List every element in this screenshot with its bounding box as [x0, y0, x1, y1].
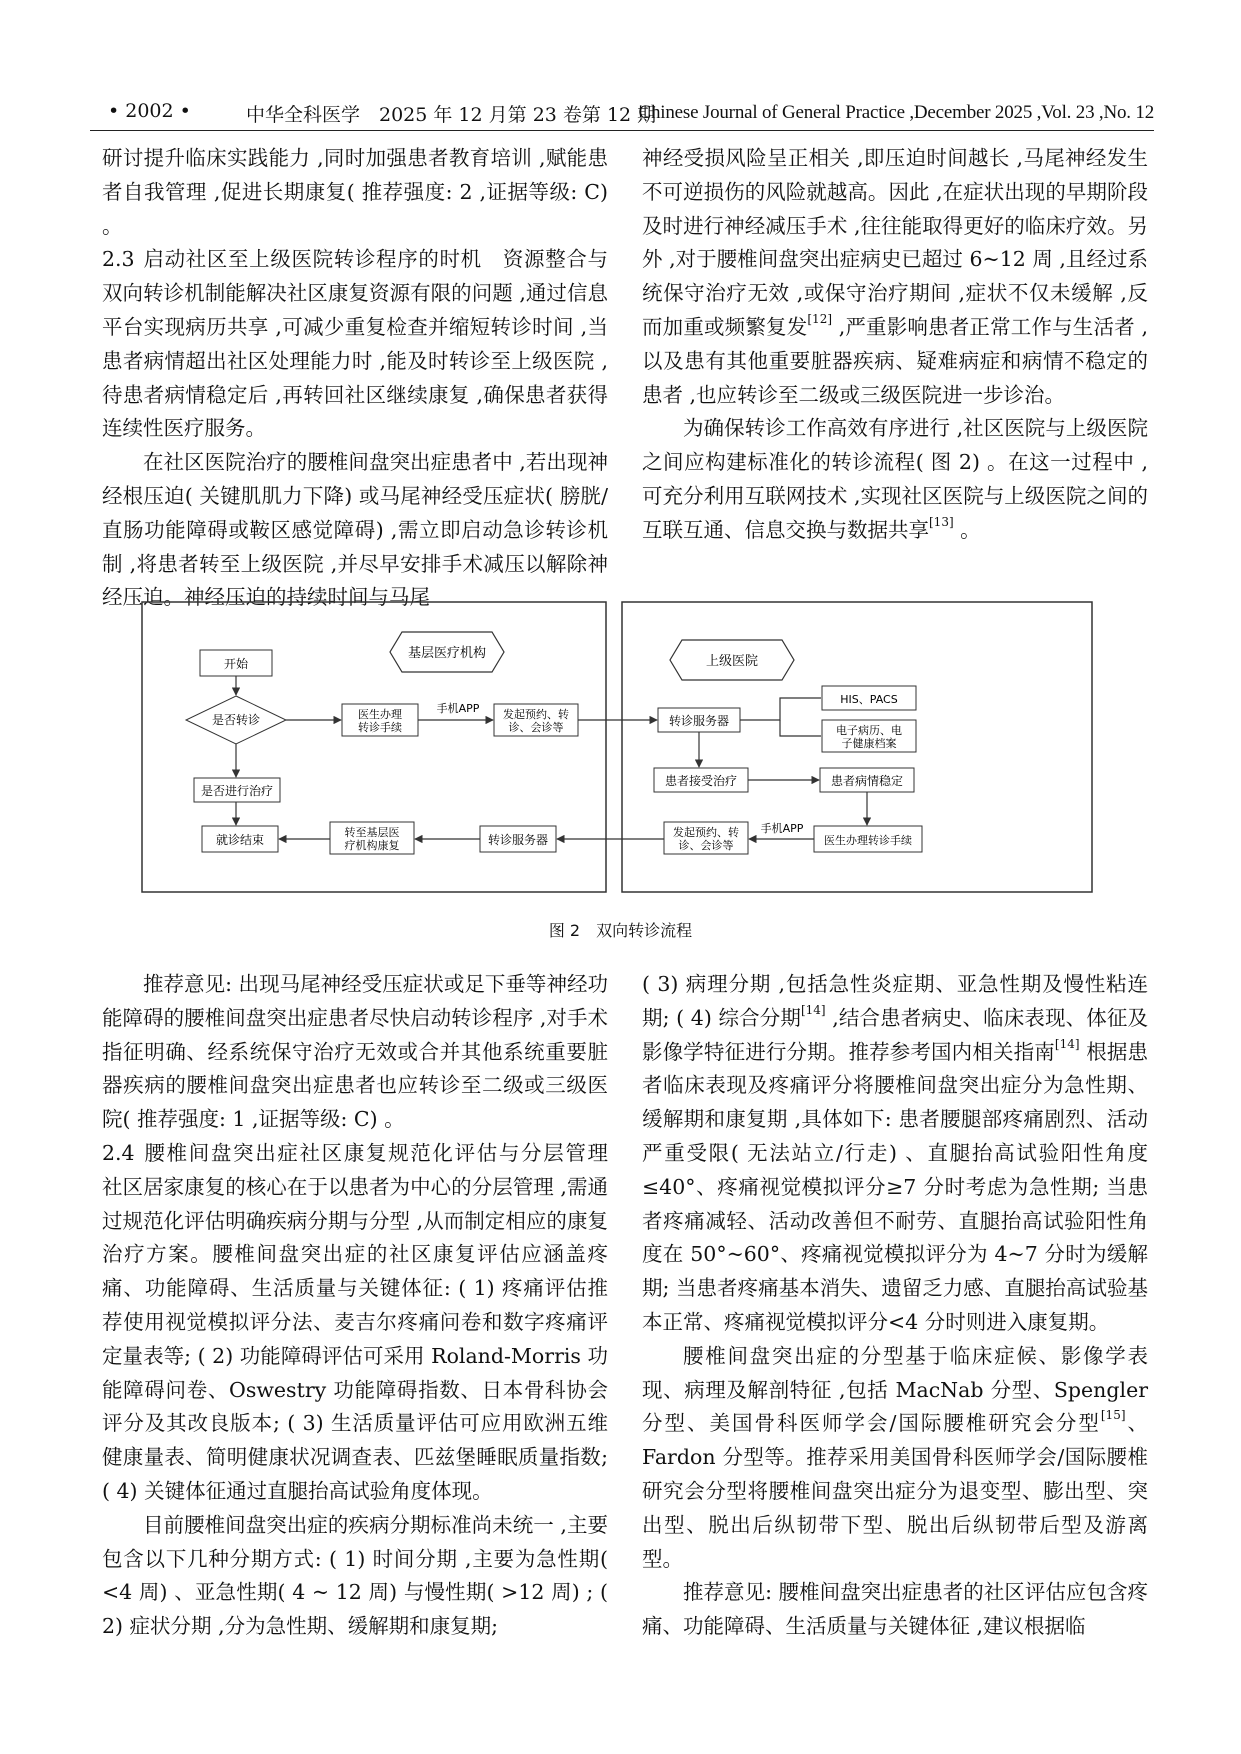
node-emr-label-b: 子健康档案 — [841, 737, 897, 750]
node-start-label: 开始 — [223, 657, 249, 671]
citation-14[interactable]: [14] — [800, 1003, 826, 1017]
section-text: 腰椎间盘突出症社区康复规范化评估与分层管理 社区居家康复的核心在于以患者为中心的分层管理 ,需通过规范化评估明确疾病分期与分型 ,从而制定相应的康复治疗方案。腰椎间盘突出症的社区康复评估应涵盖疼痛、功能障碍、生活质量与关键体征: ( 1) 疼痛评估推荐使用视觉模拟评分法、麦吉尔疼痛问卷和数字疼痛评定量表等; ( 2) 功能障碍评估可采用 Roland-Morris 功能障碍问卷、Oswestry 功能障碍指数、日本骨科协会评分及其改良版本; ( 3) 生活质量评估可应用欧洲五维健康量表、简明健康状况调查表、匹兹堡睡眠质量指数; ( 4) 关键体征通过直腿抬高试验角度体现。 — [102, 1140, 629, 1503]
node-initiate-1-label-a: 发起预约、转 — [503, 708, 569, 721]
figure-number: 图 2 — [548, 921, 581, 940]
paragraph: 推荐意见: 腰椎间盘突出症患者的社区评估应包含疼痛、功能障碍、生活质量与关键体征 ,建议根据临 — [642, 1580, 1148, 1639]
node-doctor-handle-upper-label: 医生办理转诊手续 — [824, 834, 912, 847]
node-decide-referral-label: 是否转诊 — [211, 713, 261, 727]
text-run: 、Fardon 分型等。推荐采用美国骨科医师学会/国际腰椎研究会分型将腰椎间盘突出症分为退变型、膨出型、突出型、脱出后纵韧带下型、脱出后纵韧带后型及游离型。 — [642, 1411, 1149, 1571]
header-rule — [90, 130, 1154, 131]
node-initiate-2-label-b: 诊、会诊等 — [678, 839, 734, 852]
text-run: ,严重影响患者正常工作与生活者 ,以及患有其他重要脏器疾病、疑难病症和病情不稳定的患者 ,也应转诊至二级或三级医院进一步诊治。 — [642, 314, 1148, 407]
paragraph: 目前腰椎间盘突出症的疾病分期标准尚未统一 ,主要包含以下几种分期方式: ( 1) 时间分期 ,主要为急性期( <4 周) 、亚急性期( 4 ~ 12 周) 与慢性期( >12 周) ; ( 2) 症状分期 ,分为急性期、缓解期和康复期; — [102, 1512, 608, 1639]
paragraph — [642, 142, 1148, 412]
journal-title-cn: 中华全科医学 2025 年 12 月第 23 卷第 12 期 — [246, 104, 657, 126]
column-bottom-right — [642, 968, 1148, 1644]
node-stable-label: 患者病情稳定 — [830, 774, 904, 788]
panel-title-upper: 上级医院 — [705, 654, 759, 669]
node-doctor-handle-label-2: 转诊手续 — [358, 721, 402, 734]
column-top-right — [642, 142, 1148, 548]
text-run: ,结合患者病史、临床表现、体征及影像学特征进行分期。推荐参考国内相关指南 — [642, 1005, 1148, 1064]
node-treat-question-label: 是否进行治疗 — [200, 784, 274, 798]
text-run: 。 — [953, 517, 981, 542]
paragraph: 在社区医院治疗的腰椎间盘突出症患者中 ,若出现神经根压迫( 关键肌肌力下降) 或马尾神经受压症状( 膀胱/直肠功能障碍或鞍区感觉障碍) ,需立即启动急诊转诊机制 ,将患者转至上级医院 ,并尽早安排手术减压以解除神经压迫。神经压迫的持续时间与马尾 — [102, 450, 608, 610]
node-end-visit-label: 就诊结束 — [215, 833, 265, 847]
section-2-3 — [102, 243, 608, 446]
page-number: • 2002 • — [108, 100, 191, 122]
figure-caption — [0, 918, 1241, 941]
paragraph: 推荐意见: 出现马尾神经受压症状或足下垂等神经功能障碍的腰椎间盘突出症患者尽快启动转诊程序 ,对手术指征明确、经系统保守治疗无效或合并其他系统重要脏器疾病的腰椎间盘突出症患者也应转诊至二级或三级医院( 推荐强度: 1 ,证据等级: C) 。 — [102, 972, 609, 1132]
node-accept-treatment-label: 患者接受治疗 — [664, 774, 738, 788]
node-server-upper-label: 转诊服务器 — [668, 714, 730, 728]
paragraph: 研讨提升临床实践能力 ,同时加强患者教育培训 ,赋能患者自我管理 ,促进长期康复( 推荐强度: 2 ,证据等级: C) 。 — [102, 146, 608, 238]
node-emr-label-a: 电子病历、电 — [836, 724, 902, 737]
node-initiate-2-label-a: 发起预约、转 — [673, 826, 739, 839]
connector — [740, 698, 821, 720]
paragraph — [642, 968, 1148, 1340]
node-his-pacs-label: HIS、PACS — [840, 693, 898, 706]
connector — [780, 720, 821, 736]
figure-caption-text: 双向转诊流程 — [596, 921, 693, 940]
app-label-1: 手机APP — [436, 702, 480, 715]
app-label-2: 手机APP — [760, 822, 804, 835]
journal-title-en: Chinese Journal of General Practice ,December 2025 ,Vol. 23 ,No. 12 — [638, 102, 1154, 123]
text-run: 为确保转诊工作高效有序进行 ,社区医院与上级医院之间应构建标准化的转诊流程( 图 2) 。在这一过程中 ,可充分利用互联网技术 ,实现社区医院与上级医院之间的互联互通、信息交换与数据共享 — [642, 416, 1148, 542]
column-top-left — [102, 142, 608, 615]
node-transfer-back-label-b: 疗机构康复 — [344, 839, 400, 852]
paragraph — [642, 412, 1148, 547]
figure-2-flowchart — [140, 600, 1100, 900]
citation-14[interactable]: [14] — [1054, 1036, 1080, 1051]
section-number: 2.4 — [102, 1140, 135, 1165]
text-run: 神经受损风险呈正相关 ,即压迫时间越长 ,马尾神经发生不可逆损伤的风险就越高。因此 ,在症状出现的早期阶段及时进行神经减压手术 ,往往能取得更好的临床疗效。另外 ,对于腰椎间盘突出症病史已超过 6~12 周 ,且经过系统保守治疗无效 ,或保守治疗期间 ,症状不仅未缓解 ,反而加重或频繁复发 — [642, 146, 1148, 339]
section-2-4 — [102, 1137, 629, 1509]
running-header — [90, 92, 1154, 132]
section-number: 2.3 — [102, 247, 135, 272]
column-bottom-left — [102, 968, 629, 1644]
node-transfer-back-label-a: 转至基层医 — [344, 826, 400, 839]
node-server-middle-label: 转诊服务器 — [487, 833, 549, 847]
citation-12[interactable]: [12] — [807, 312, 833, 327]
node-initiate-1-label-b: 诊、会诊等 — [508, 721, 564, 734]
panel-title-community: 基层医疗机构 — [407, 646, 487, 661]
paragraph — [642, 1340, 1148, 1577]
text-run: 腰椎间盘突出症的分型基于临床症候、影像学表现、病理及解剖特征 ,包括 MacNab 分型、Spengler 分型、美国骨科医师学会/国际腰椎研究会分型 — [642, 1343, 1148, 1436]
text-run: 根据患者临床表现及疼痛评分将腰椎间盘突出症分为急性期、缓解期和康复期 ,具体如下: 患者腰腿部疼痛剧烈、活动严重受限( 无法站立/行走) 、直腿抬高试验阳性角度≤40°、疼痛视觉模拟评分≥7 分时考虑为急性期; 当患者疼痛减轻、活动改善但不耐劳、直腿抬高试验阳性角度在 50°~60°、疼痛视觉模拟评分为 4~7 分时为缓解期; 当患者疼痛基本消失、遗留乏力感、直腿抬高试验基本正常、疼痛视觉模拟评分<4 分时则进入康复期。 — [642, 1039, 1148, 1334]
text-run: ( 3) 病理分期 ,包括急性炎症期、亚急性期及慢性粘连期; ( 4) 综合分期 — [642, 972, 1148, 1030]
node-doctor-handle-label-1: 医生办理 — [358, 708, 402, 721]
flow-arrows — [236, 676, 867, 839]
citation-15[interactable]: [15] — [1100, 1408, 1126, 1423]
section-text: 启动社区至上级医院转诊程序的时机 资源整合与双向转诊机制能解决社区康复资源有限的问题 ,通过信息平台实现病历共享 ,可减少重复检查并缩短转诊时间 ,当患者病情超出社区处理能力时 ,能及时转诊至上级医院 ,待患者病情稳定后 ,再转回社区继续康复 ,确保患者获得连续性医疗服务。 — [102, 247, 608, 441]
citation-13[interactable]: [13] — [929, 514, 954, 529]
